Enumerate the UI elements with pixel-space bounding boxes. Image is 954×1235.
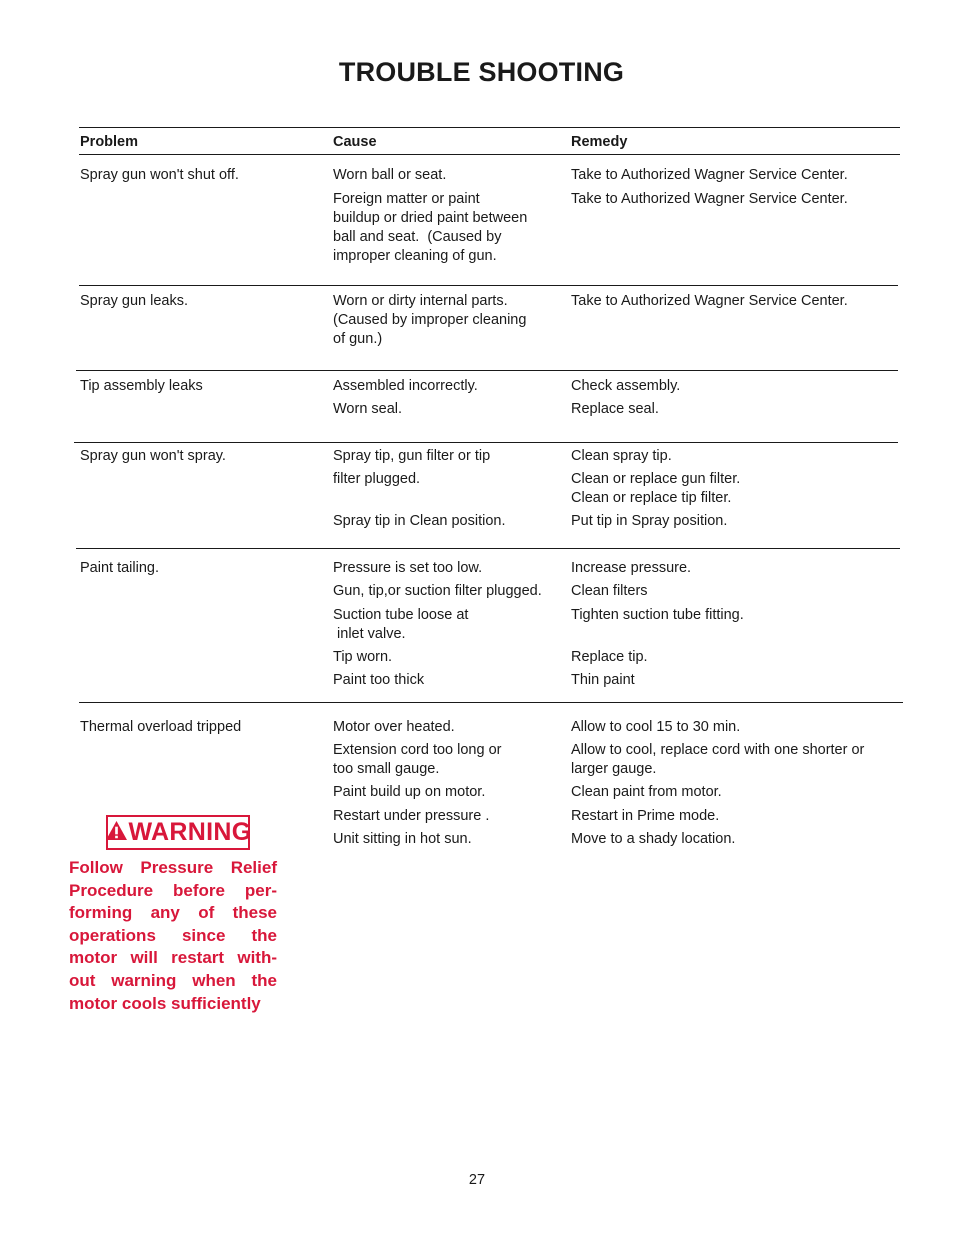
cause-cell: Worn or dirty internal parts. (Caused by improper cleaning of gun.) [333, 293, 527, 347]
problem-cell: Spray gun leaks. [80, 293, 189, 309]
warning-line: motor will restart with- [69, 948, 277, 968]
cause-cell: Unit sitting in hot sun. [333, 831, 472, 847]
warning-line: Follow Pressure Relief [69, 858, 277, 877]
problem-cell: Spray gun won't shut off. [80, 167, 239, 183]
header-bottom-rule [79, 154, 900, 155]
cause-cell: Tip worn. [333, 649, 393, 665]
cause-cell: Restart under pressure . [333, 808, 490, 824]
row-divider [79, 285, 898, 286]
cause-cell: Pressure is set too low. [333, 560, 483, 576]
header-problem: Problem [80, 134, 139, 150]
problem-cell: Paint tailing. [80, 560, 159, 576]
problem-cell: Spray gun won't spray. [80, 448, 226, 464]
warning-label-box [106, 815, 250, 850]
cause-cell: Motor over heated. [333, 719, 455, 735]
page-title: TROUBLE SHOOTING [338, 57, 625, 87]
warning-line: out warning when the [69, 970, 277, 990]
cause-cell: Paint too thick [333, 672, 425, 688]
page-number: 27 [468, 1172, 486, 1188]
cause-cell: Gun, tip,or suction filter plugged. [333, 583, 542, 599]
warning-label: WARNING [128, 818, 252, 846]
remedy-cell: Clean filters [571, 583, 648, 599]
warning-line: operations since the [69, 925, 277, 945]
cause-cell: Worn seal. [333, 401, 403, 417]
problem-cell: Tip assembly leaks [80, 378, 203, 394]
problem-cell: Thermal overload tripped [80, 719, 242, 735]
warning-triangle-icon [105, 820, 129, 846]
cause-cell: Spray tip, gun filter or tip [333, 448, 491, 464]
table-top-rule [79, 127, 900, 128]
remedy-cell: Take to Authorized Wagner Service Center. [571, 167, 848, 183]
remedy-cell: Check assembly. [571, 378, 681, 394]
warning-message [69, 857, 277, 1015]
warning-line: motor cools sufficiently [69, 993, 261, 1013]
remedy-cell: Restart in Prime mode. [571, 808, 720, 824]
remedy-cell: Increase pressure. [571, 560, 692, 576]
remedy-cell: Replace seal. [571, 401, 659, 417]
warning-line: forming any of these [69, 903, 277, 923]
remedy-cell: Thin paint [571, 672, 635, 688]
remedy-cell: Move to a shady location. [571, 831, 736, 847]
cause-cell: filter plugged. [333, 471, 421, 487]
header-cause: Cause [333, 134, 377, 150]
cause-cell: Worn ball or seat. [333, 167, 447, 183]
warning-line: Procedure before per- [69, 880, 277, 900]
cause-cell: Foreign matter or paint buildup or dried paint between ball and seat. (Caused by improper cleaning of gun. [333, 191, 528, 264]
remedy-cell: Clean spray tip. [571, 448, 672, 464]
remedy-cell: Take to Authorized Wagner Service Center. [571, 293, 848, 309]
cause-cell: Extension cord too long or too small gauge. [333, 742, 502, 777]
header-remedy: Remedy [571, 134, 628, 150]
cause-cell: Spray tip in Clean position. [333, 513, 506, 529]
row-divider [74, 442, 898, 443]
remedy-cell: Put tip in Spray position. [571, 513, 728, 529]
row-divider [79, 702, 903, 703]
cause-cell: Assembled incorrectly. [333, 378, 478, 394]
remedy-cell: Allow to cool 15 to 30 min. [571, 719, 741, 735]
remedy-cell: Clean or replace gun filter. Clean or replace tip filter. [571, 471, 741, 506]
remedy-cell: Clean paint from motor. [571, 784, 722, 800]
remedy-cell: Replace tip. [571, 649, 648, 665]
row-divider [76, 370, 898, 371]
row-divider [76, 548, 900, 549]
cause-cell: Suction tube loose at inlet valve. [333, 607, 469, 642]
remedy-cell: Allow to cool, replace cord with one shorter or larger gauge. [571, 742, 865, 777]
remedy-cell: Take to Authorized Wagner Service Center. [571, 191, 848, 207]
cause-cell: Paint build up on motor. [333, 784, 486, 800]
remedy-cell: Tighten suction tube fitting. [571, 607, 744, 623]
